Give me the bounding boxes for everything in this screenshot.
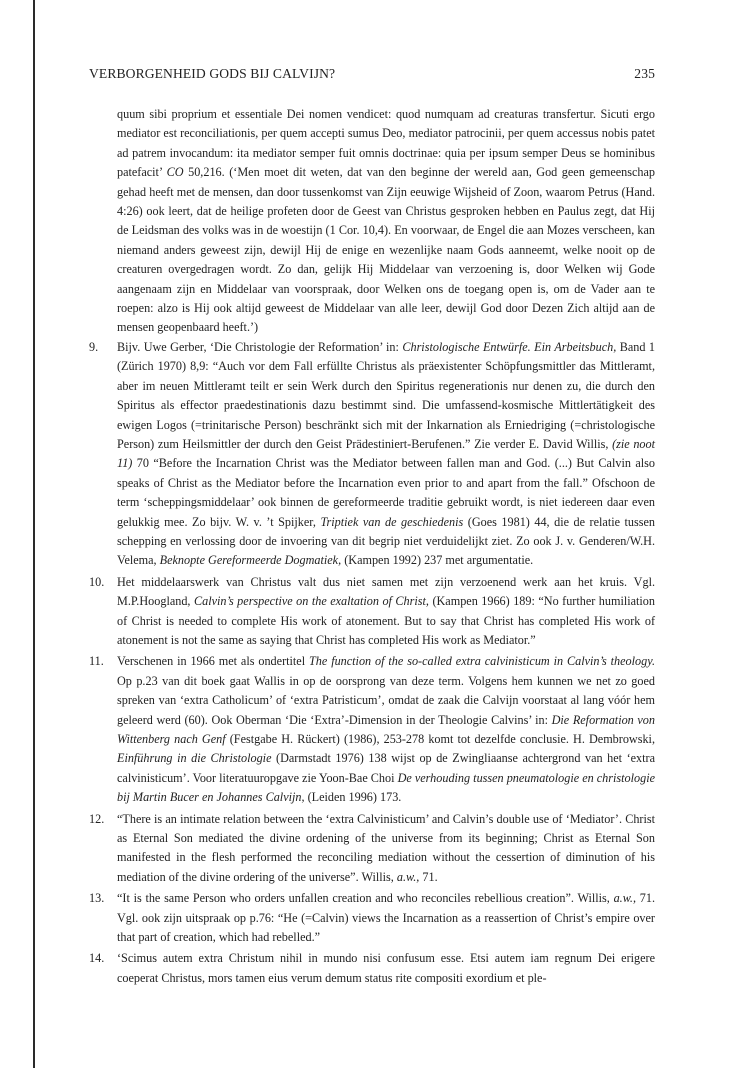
footnote-13: 13. “It is the same Person who orders unfallen creation and who reconciles rebellious creation”. Willis, a.w., 71. Vgl. ook zijn uitspraak op p.76: “He (=Calvin) views the Incarnation as a reassertion of Christ’s empire over that part of creation, which had rebelled.” <box>89 891 655 945</box>
footnote-number: 11. <box>89 654 104 669</box>
footnote-number: 14. <box>89 951 105 966</box>
footnote-12: 12. “There is an intimate relation between the ‘extra Calvinisticum’ and Calvin’s double use of ‘Mediator’. Christ as Eternal Son mediated the divine ordening of the universe from its beginning; Christ as Eternal Son manifested in the flesh performed the reconciling mediation without the cessertion of diminution of his mediation of the divine ordering of the universe”. Willis, a.w., 71. <box>89 811 655 884</box>
running-title: VERBORGENHEID GODS BIJ CALVIJN? <box>89 66 336 81</box>
footnote-number: 12. <box>89 811 105 826</box>
footnote-number: 10. <box>89 574 105 589</box>
page-binding-edge <box>33 0 35 1068</box>
footnote-number: 13. <box>89 891 105 906</box>
footnote-number: 9. <box>89 339 99 354</box>
footnotes-body <box>89 105 655 988</box>
footnote-10: 10. Het middelaarswerk van Christus valt dus niet samen met zijn verzoenend werk aan het kruis. Vgl. M.P.Hoogland, Calvin’s perspective on the exaltation of Christ, (Kampen 1966) 189: “No further humiliation of Christ is needed to complete His work of atonement. But to say that Christ has completed His work of atonement is not the same as saying that Christ has completed His work as Mediator.” <box>89 574 655 647</box>
footnote-11: 11. Verschenen in 1966 met als ondertitel The function of the so-called extra calvinisticum in Calvin’s theology. Op p.23 van dit boek gaat Wallis in op de oorsprong van deze term. Volgens hem kunnen we net zo goed spreken van ‘extra Catholicum’ of ‘extra Patristicum’, omdat de zaak die Calvijn voorstaat al lang vóór hem geleerd werd (60). Ook Oberman ‘Die ‘Extra’-Dimension in der Theologie Calvins’ in: Die Reformation von Wittenberg nach Genf (Festgabe H. Rückert) (1986), 253-278 komt tot dezelfde conclusie. H. Dembrowski, Einführung in die Christologie (Darmstadt 1976) 138 wijst op de Zwingliaanse achtergrond van het ‘extra calvinisticum’. Voor literatuuropgave zie Yoon-Bae Choi De verhouding tussen pneumatologie en christologie bij Martin Bucer en Johannes Calvijn, (Leiden 1996) 173. <box>89 654 656 805</box>
footnote-9: 9. Bijv. Uwe Gerber, ‘Die Christologie der Reformation’ in: Christologische Entwürfe. Ein Arbeitsbuch, Band 1 (Zürich 1970) 8,9: “Auch vor dem Fall erfüllte Christus als präexistenter Schöpfungsmittler das Mittleramt, aber im neuen Mittleramt teilt er sein Werk durch den Spiritus regenerationis nur denen zu, die durch den Spiritus als effector praedestinationis dazu bestimmt sind. Die umfassend-kosmische Mittlertätigkeit des ewigen Logos (=trinitarische Person) beschränkt sich mit der Inkarnation als Erniedriging (=christologische Person) zum Heilsmittler der durch den Geist Prädestiniert-Berufenen.” Zie verder E. David Willis, (zie noot 11) 70 “Before the Incarnation Christ was the Mediator between fallen man and God. (...) But Calvin also speaks of Christ as the Mediator before the Incarnation even prior to and apart from the fall.” Ofschoon de term ‘scheppingsmiddelaar’ ook binnen de gereformeerde traditie gebruikt wordt, is niet iedereen daar even gelukkig mee. Zo bijv. W. v. ’t Spijker, Triptiek van de geschiedenis (Goes 1981) 44, die de relatie tussen schepping en verlossing door de invoering van dit begrip niet verduidelijkt ziet. Zo ook J. v. Genderen/W.H. Velema, Beknopte Gereformeerde Dogmatiek, (Kampen 1992) 237 met argumentatie. <box>89 339 655 568</box>
footnote-14: 14. ‘Scimus autem extra Christum nihil in mundo nisi confusum esse. Etsi autem iam regnum Dei erigere coeperat Christus, mors tamen eius verum demum status rite compositi exordium et ple- <box>89 951 655 985</box>
footnote-continuation: quum sibi proprium et essentiale Dei nomen vendicet: quod numquam ad creaturas transfertur. Sicuti ergo mediator est reconciliationis, per quem accepti sumus Deo, mediator patrocinii, per quem accessus nobis patet ad patrem invocandum: ita mediator semper fuit omnis doctrinae: quia per ipsum semper Deus se hominibus patefacit’ CO 50,216. (‘Men moet dit weten, dat van den beginne der wereld aan, God geen gemeenschap gehad heeft met de mensen, dan door tussenkomst van Zijn eeuwige Wijsheid of Zoon, waarom Petrus (Hand. 4:26) ook leert, dat de heilige profeten door de Geest van Christus gesproken hebben en Paulus zegt, dat Hij de Leidsman des volks was in de woestijn (1 Cor. 10,4). En voorwaar, de Engel die aan Mozes verscheen, kan niemand anders geweest zijn, dewijl Hij de enige en wezenlijke naam Gods aanneemt, welke nooit op de creaturen overgedragen wordt. Zo dan, gelijk Hij Middelaar van verzoening is, door Welken wij Gode aangenaam zijn en Middelaar van voorspraak, door Welken ons de toegang open is, om de Vader aan te roepen: alzo is Hij ook altijd geweest de Middelaar van alle leer, dewijl God door Dezen Zich altijd aan de mensen geopenbaard heeft.’) <box>117 107 655 335</box>
page-number: 235 <box>634 66 655 81</box>
